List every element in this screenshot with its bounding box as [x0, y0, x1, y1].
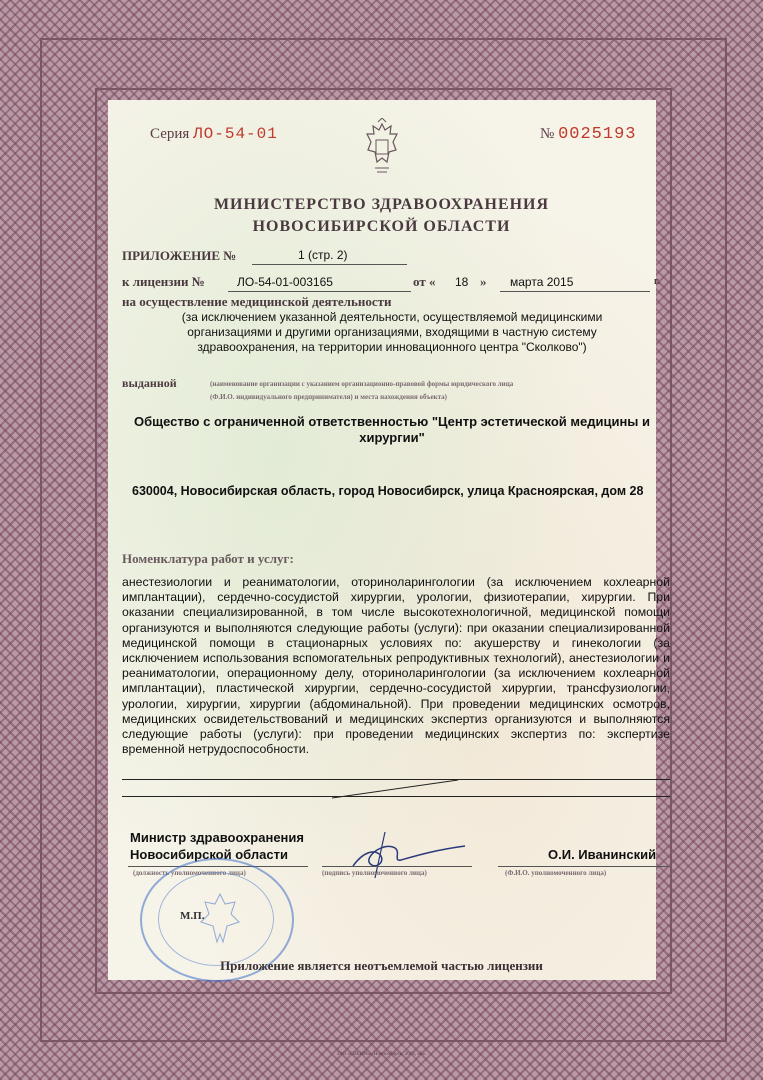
document-number — [540, 125, 636, 144]
stamp-place-label: М.П. — [180, 910, 205, 922]
organization-line1: Общество с ограниченной ответственностью "Центр эстетической медицины и — [133, 414, 651, 429]
license-from-label: от « — [413, 274, 436, 289]
note-name: (Ф.И.О. уполномоченного лица) — [505, 869, 607, 877]
series-value: ЛО-54-01 — [193, 125, 278, 143]
name-underline — [498, 866, 668, 867]
activity-line2: организациями и другими организациями, входящими в частную систему — [187, 325, 597, 339]
organization-address: 630004, Новосибирская область, город Новосибирск, улица Красноярская, дом 28 — [132, 484, 644, 498]
nomenclature-text: анестезиологии и реаниматологии, оториноларингологии (за исключением кохлеарной имплантации), сердечно-сосудистой хирургии, урологии, физиотерапии, хирургии. При оказании специализированной, в том числе высокотехнологичной, медицинской помощи организуются и выполняются следующие работы (услуги): при оказании специализированной медицинской помощи в стационарных условиях по: акушерству и гинекологии (за исключением использования вспомогательных репродуктивных технологий), анестезиологии и реаниматологии, операционному делу, оториноларингологии (за исключением кохлеарной имплантации), пластической хирургии, сердечно-сосудистой хирургии, трансфузиологии, урологии, хирургии, хирургии (абдоминальной). При проведении медицинских осмотров, медицинских освидетельствований и медицинских экспертиз организуются и выполняются следующие работы (услуги): при проведении медицинских экспертиз по: экспертизе временной нетрудоспособности. — [122, 575, 670, 757]
activity-description — [122, 310, 662, 355]
license-number: ЛО-54-01-003165 — [237, 275, 333, 289]
activity-line1: (за исключением указанной деятельности, осуществляемой медицинскими — [181, 310, 603, 324]
position-line1: Министр здравоохранения — [130, 830, 304, 845]
issued-label: выданной — [122, 376, 177, 390]
position-line2: Новосибирской области — [130, 847, 288, 862]
nomenclature-label: Номенклатура работ и услуг: — [122, 551, 294, 566]
appendix-footer: Приложение является неотъемлемой частью лицензии — [220, 958, 543, 973]
appendix-label: ПРИЛОЖЕНИЕ № — [122, 248, 237, 263]
appendix-underline — [252, 264, 407, 265]
activity-label: на осуществление медицинской деятельности — [122, 294, 392, 309]
signatory-name: О.И. Иванинский — [548, 847, 657, 862]
signature-underline — [322, 866, 472, 867]
organization-name — [122, 414, 662, 446]
series-field — [150, 125, 278, 143]
license-month-year: марта 2015 — [510, 275, 574, 289]
license-year-suffix: г. — [654, 276, 660, 287]
license-close-quote: » — [480, 274, 487, 289]
ministry-line2: НОВОСИБИРСКОЙ ОБЛАСТИ — [252, 218, 511, 235]
note-position: (должность уполномоченного лица) — [133, 869, 246, 877]
license-label: к лицензии № — [122, 274, 205, 289]
license-day: 18 — [455, 275, 469, 289]
closing-strike-icon — [330, 778, 460, 800]
ministry-title — [120, 194, 643, 238]
coat-of-arms-icon — [363, 118, 401, 184]
issued-note1: (наименование организации с указанием организационно-правовой формы юридического лица — [210, 380, 514, 388]
series-label: Серия — [150, 126, 190, 142]
printer-note: ЗАО «СИБИРЬ», Новосибирск, 2014, «Б». — [336, 1052, 427, 1057]
license-date-underline — [500, 291, 650, 292]
license-number-underline — [228, 291, 411, 292]
number-label: № — [540, 126, 555, 142]
issued-note2: (Ф.И.О. индивидуального предпринимателя) и места нахождения объекта) — [210, 393, 447, 401]
appendix-value: 1 (стр. 2) — [298, 248, 348, 262]
note-signature: (подпись уполномоченного лица) — [322, 869, 427, 877]
activity-line3: здравоохранения, на территории инновационного центра "Сколково") — [197, 340, 587, 354]
number-value: 0025193 — [558, 125, 637, 144]
ministry-line1: МИНИСТЕРСТВО ЗДРАВООХРАНЕНИЯ — [213, 196, 550, 213]
organization-line2: хирургии" — [359, 430, 425, 445]
